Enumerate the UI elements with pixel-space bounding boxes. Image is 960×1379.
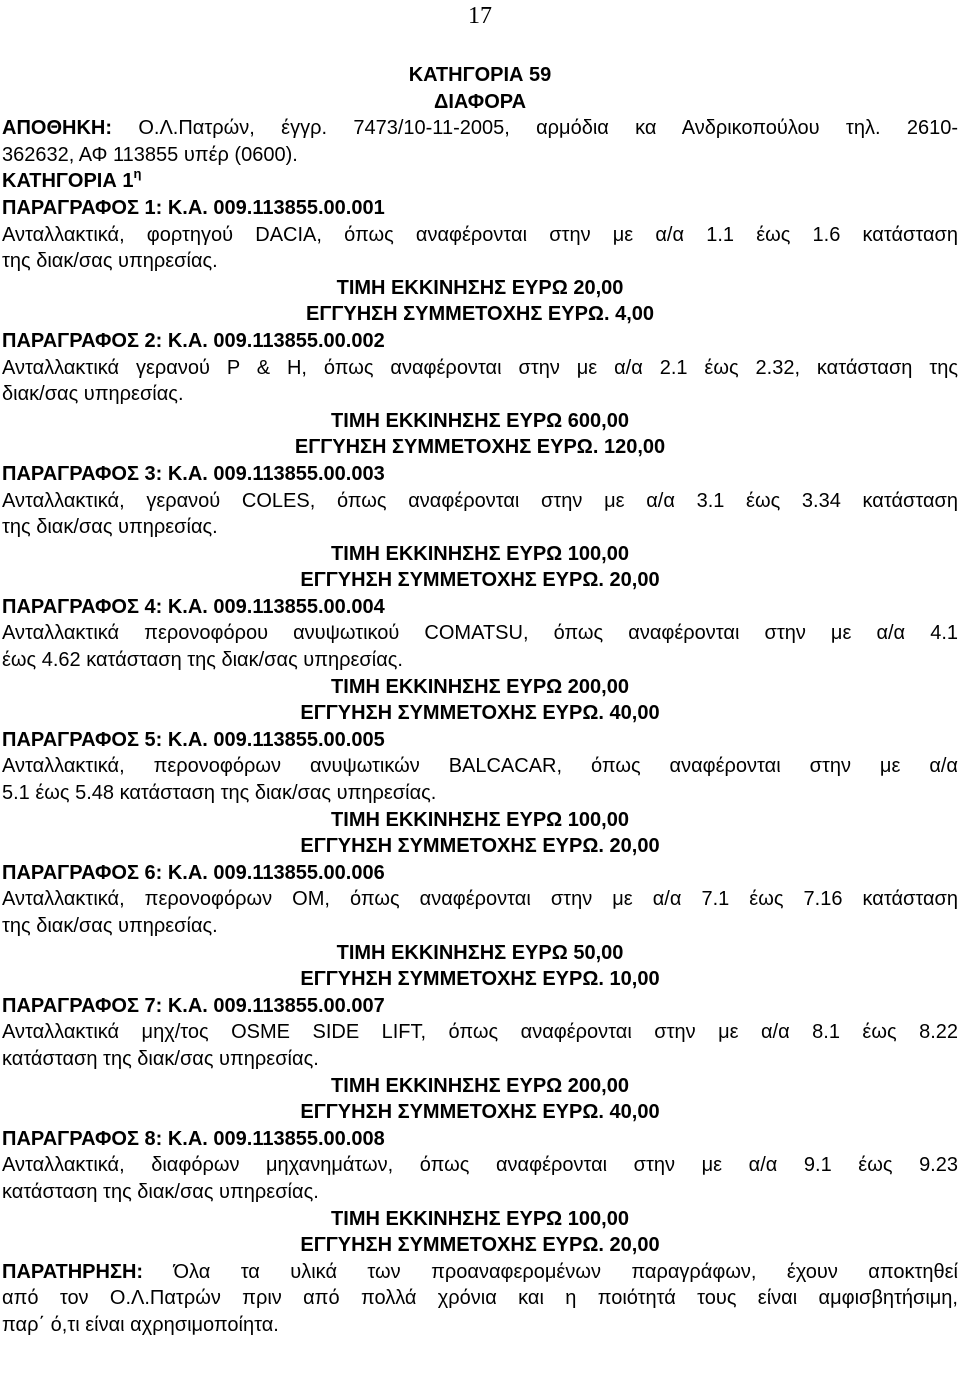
participation-guarantee: ΕΓΓΥΗΣΗ ΣΥΜΜΕΤΟΧΗΣ ΕΥΡΩ. 40,00 [300, 702, 660, 725]
paragraph-header: ΠΑΡΑΓΡΑΦΟΣ 8: Κ.Α. 009.113855.00.008 [2, 1127, 385, 1150]
starting-price: ΤΙΜΗ ΕΚΚΙΝΗΣΗΣ ΕΥΡΩ 100,00 [331, 808, 629, 831]
paragraph-block [2, 993, 958, 1126]
starting-price: ΤΙΜΗ ΕΚΚΙΝΗΣΗΣ ΕΥΡΩ 100,00 [331, 1207, 629, 1230]
participation-guarantee: ΕΓΓΥΗΣΗ ΣΥΜΜΕΤΟΧΗΣ ΕΥΡΩ. 120,00 [294, 436, 666, 459]
paragraph-header: ΠΑΡΑΓΡΑΦΟΣ 7: Κ.Α. 009.113855.00.007 [2, 994, 385, 1017]
participation-guarantee: ΕΓΓΥΗΣΗ ΣΥΜΜΕΤΟΧΗΣ ΕΥΡΩ. 40,00 [300, 1101, 660, 1124]
paragraph-description-line-1: Ανταλλακτικά, φορτηγού DACIA, όπως αναφέρονται στην με α/α 1.1 έως 1.6 κατάσταση [2, 223, 958, 246]
warehouse-label: ΑΠΟΘΗΚΗ: [2, 117, 112, 140]
paragraph-description-line-1: Ανταλλακτικά, γερανού COLES, όπως αναφέρονται στην με α/α 3.1 έως 3.34 κατάσταση [2, 489, 958, 512]
warehouse-line-2: 362632, ΑΦ 113855 υπέρ (0600). [2, 143, 298, 166]
paragraph-block [2, 461, 958, 594]
subcategory-heading [2, 165, 958, 195]
paragraph-block [2, 195, 958, 328]
paragraph-header: ΠΑΡΑΓΡΑΦΟΣ 2: Κ.Α. 009.113855.00.002 [2, 329, 385, 352]
paragraph-description-line-1: Ανταλλακτικά, περονοφόρων ανυψωτικών BALCACAR, όπως αναφέρονται στην με α/α [2, 755, 958, 778]
paragraph-description-line-2: κατάσταση της διακ/σας υπηρεσίας. [2, 1047, 319, 1070]
note-text-1: Όλα τα υλικά των προαναφερομένων παραγράφων, έχουν αποκτηθεί [143, 1260, 958, 1283]
paragraph-header: ΠΑΡΑΓΡΑΦΟΣ 4: Κ.Α. 009.113855.00.004 [2, 595, 385, 618]
paragraph-description-line-2: διακ/σας υπηρεσίας. [2, 383, 184, 406]
participation-guarantee: ΕΓΓΥΗΣΗ ΣΥΜΜΕΤΟΧΗΣ ΕΥΡΩ. 10,00 [300, 968, 660, 991]
paragraph-header: ΠΑΡΑΓΡΑΦΟΣ 5: Κ.Α. 009.113855.00.005 [2, 728, 385, 751]
subcategory-text: ΚΑΤΗΓΟΡΙΑ 1 [2, 170, 134, 193]
category-heading: ΚΑΤΗΓΟΡΙΑ 59 [408, 64, 552, 86]
participation-guarantee: ΕΓΓΥΗΣΗ ΣΥΜΜΕΤΟΧΗΣ ΕΥΡΩ. 20,00 [300, 835, 660, 858]
note-label: ΠΑΡΑΤΗΡΗΣΗ: [2, 1260, 144, 1283]
document-body [2, 62, 958, 1339]
paragraph-block [2, 1126, 958, 1259]
participation-guarantee: ΕΓΓΥΗΣΗ ΣΥΜΜΕΤΟΧΗΣ ΕΥΡΩ. 20,00 [300, 569, 660, 592]
paragraph-description-line-2: της διακ/σας υπηρεσίας. [2, 915, 218, 937]
participation-guarantee: ΕΓΓΥΗΣΗ ΣΥΜΜΕΤΟΧΗΣ ΕΥΡΩ. 4,00 [305, 303, 655, 326]
paragraph-header: ΠΑΡΑΓΡΑΦΟΣ 3: Κ.Α. 009.113855.00.003 [2, 462, 385, 485]
paragraph-block [2, 727, 958, 860]
note-line-1 [2, 1259, 958, 1286]
subcategory-sup: η [133, 165, 142, 181]
starting-price: ΤΙΜΗ ΕΚΚΙΝΗΣΗΣ ΕΥΡΩ 50,00 [336, 941, 624, 964]
starting-price: ΤΙΜΗ ΕΚΚΙΝΗΣΗΣ ΕΥΡΩ 200,00 [331, 1074, 629, 1097]
paragraph-block [2, 860, 958, 993]
paragraph-description-line-2: της διακ/σας υπηρεσίας. [2, 250, 218, 273]
starting-price: ΤΙΜΗ ΕΚΚΙΝΗΣΗΣ ΕΥΡΩ 100,00 [331, 542, 629, 565]
paragraph-description-line-1: Ανταλλακτικά περονοφόρου ανυψωτικού COMATSU, όπως αναφέρονται στην με α/α 4.1 [2, 622, 958, 645]
paragraph-description-line-1: Ανταλλακτικά μηχ/τος OSME SIDE LIFT, όπως αναφέρονται στην με α/α 8.1 έως 8.22 [2, 1021, 958, 1044]
warehouse-text-1: Ο.Λ.Πατρών, έγγρ. 7473/10-11-2005, αρμόδια κα Ανδρικοπούλου τηλ. 2610- [112, 117, 958, 140]
paragraph-description-line-2: κατάσταση της διακ/σας υπηρεσίας. [2, 1180, 319, 1203]
starting-price: ΤΙΜΗ ΕΚΚΙΝΗΣΗΣ ΕΥΡΩ 600,00 [331, 409, 629, 432]
paragraph-description-line-2: έως 4.62 κατάσταση της διακ/σας υπηρεσίας. [2, 649, 403, 672]
participation-guarantee: ΕΓΓΥΗΣΗ ΣΥΜΜΕΤΟΧΗΣ ΕΥΡΩ. 20,00 [300, 1234, 660, 1257]
category-title: ΔΙΑΦΟΡΑ [433, 90, 527, 113]
starting-price: ΤΙΜΗ ΕΚΚΙΝΗΣΗΣ ΕΥΡΩ 20,00 [336, 276, 624, 299]
paragraph-block [2, 594, 958, 727]
paragraph-header: ΠΑΡΑΓΡΑΦΟΣ 6: Κ.Α. 009.113855.00.006 [2, 861, 385, 884]
paragraph-description-line-2: της διακ/σας υπηρεσίας. [2, 516, 218, 539]
starting-price: ΤΙΜΗ ΕΚΚΙΝΗΣΗΣ ΕΥΡΩ 200,00 [331, 675, 629, 698]
warehouse-line-1 [2, 115, 958, 142]
paragraph-description-line-1: Ανταλλακτικά, περονοφόρων ΟΜ, όπως αναφέρονται στην με α/α 7.1 έως 7.16 κατάσταση [2, 888, 958, 911]
paragraph-block [2, 328, 958, 461]
paragraph-header: ΠΑΡΑΓΡΑΦΟΣ 1: Κ.Α. 009.113855.00.001 [2, 196, 385, 219]
note-line-2: από τον Ο.Λ.Πατρών πριν από πολλά χρόνια και η ποιότητά τους είναι αμφισβητήσιμη, [2, 1287, 958, 1310]
page-number: 17 [468, 3, 492, 29]
note-line-3: παρ΄ ό,τι είναι αχρησιμοποίητα. [2, 1313, 279, 1336]
paragraph-list [2, 195, 958, 1259]
paragraph-description-line-1: Ανταλλακτικά γερανού P & H, όπως αναφέρονται στην με α/α 2.1 έως 2.32, κατάσταση της [2, 356, 958, 379]
paragraph-description-line-2: 5.1 έως 5.48 κατάσταση της διακ/σας υπηρεσίας. [2, 782, 437, 805]
paragraph-description-line-1: Ανταλλακτικά, διαφόρων μηχανημάτων, όπως αναφέρονται στην με α/α 9.1 έως 9.23 [2, 1154, 958, 1177]
